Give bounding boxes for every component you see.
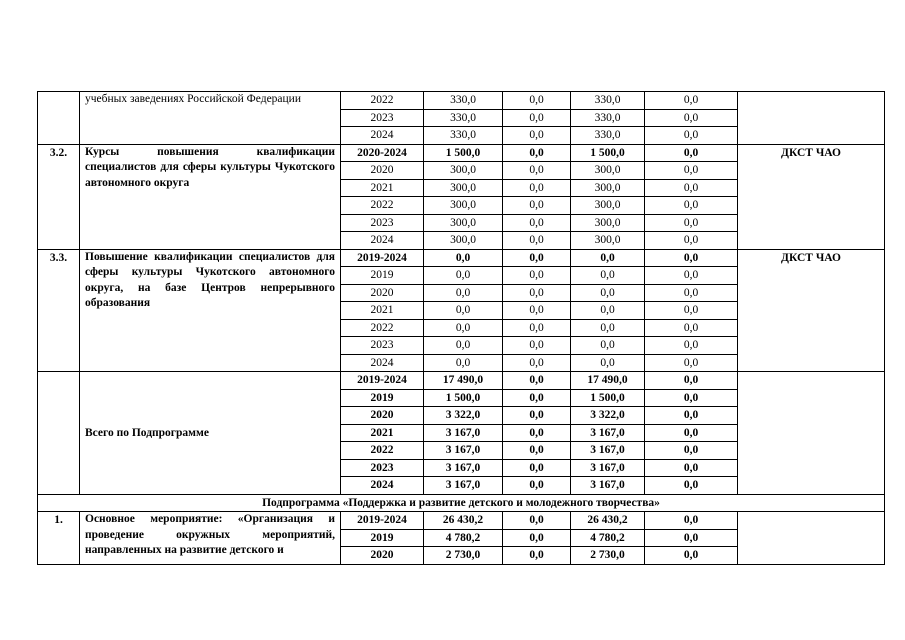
other-amount-cell: 0,0: [645, 232, 738, 250]
other-amount-cell: 0,0: [645, 407, 738, 425]
other-amount-cell: 0,0: [645, 459, 738, 477]
year-cell: 2020: [341, 284, 424, 302]
year-cell: 2023: [341, 459, 424, 477]
total-amount-cell: 2 730,0: [424, 547, 503, 565]
other-amount-cell: 0,0: [645, 214, 738, 232]
federal-amount-cell: 0,0: [503, 162, 571, 180]
total-amount-cell: 330,0: [424, 109, 503, 127]
year-cell: 2021: [341, 302, 424, 320]
other-amount-cell: 0,0: [645, 424, 738, 442]
other-amount-cell: 0,0: [645, 319, 738, 337]
total-amount-cell: 300,0: [424, 197, 503, 215]
total-amount-cell: 0,0: [424, 302, 503, 320]
other-amount-cell: 0,0: [645, 284, 738, 302]
other-amount-cell: 0,0: [645, 249, 738, 267]
year-cell: 2024: [341, 127, 424, 145]
other-amount-cell: 0,0: [645, 512, 738, 530]
year-cell: 2021: [341, 424, 424, 442]
item-number: 3.2.: [38, 144, 80, 249]
table-row: [38, 249, 885, 267]
regional-amount-cell: 330,0: [571, 127, 645, 145]
regional-amount-cell: 300,0: [571, 214, 645, 232]
executor-cell: ДКСТ ЧАО: [738, 144, 885, 249]
federal-amount-cell: 0,0: [503, 442, 571, 460]
regional-amount-cell: 300,0: [571, 232, 645, 250]
total-amount-cell: 3 167,0: [424, 459, 503, 477]
total-amount-cell: 0,0: [424, 319, 503, 337]
regional-amount-cell: 3 167,0: [571, 459, 645, 477]
regional-amount-cell: 2 730,0: [571, 547, 645, 565]
subprogram-title: Подпрограмма «Поддержка и развитие детского и молодежного творчества»: [38, 494, 885, 512]
federal-amount-cell: 0,0: [503, 354, 571, 372]
federal-amount-cell: 0,0: [503, 319, 571, 337]
regional-amount-cell: 3 167,0: [571, 442, 645, 460]
regional-amount-cell: 26 430,2: [571, 512, 645, 530]
federal-amount-cell: 0,0: [503, 249, 571, 267]
other-amount-cell: 0,0: [645, 179, 738, 197]
regional-amount-cell: 300,0: [571, 197, 645, 215]
regional-amount-cell: 3 167,0: [571, 477, 645, 495]
year-cell: 2020: [341, 547, 424, 565]
regional-amount-cell: 0,0: [571, 249, 645, 267]
total-amount-cell: 3 322,0: [424, 407, 503, 425]
regional-amount-cell: 1 500,0: [571, 144, 645, 162]
total-amount-cell: 300,0: [424, 232, 503, 250]
year-cell: 2022: [341, 197, 424, 215]
other-amount-cell: 0,0: [645, 144, 738, 162]
year-cell: 2019-2024: [341, 512, 424, 530]
federal-amount-cell: 0,0: [503, 477, 571, 495]
federal-amount-cell: 0,0: [503, 459, 571, 477]
total-amount-cell: 1 500,0: [424, 389, 503, 407]
executor-cell: [738, 92, 885, 145]
year-cell: 2019: [341, 267, 424, 285]
regional-amount-cell: 330,0: [571, 109, 645, 127]
total-amount-cell: 0,0: [424, 284, 503, 302]
regional-amount-cell: 300,0: [571, 162, 645, 180]
year-cell: 2020-2024: [341, 144, 424, 162]
other-amount-cell: 0,0: [645, 337, 738, 355]
federal-amount-cell: 0,0: [503, 127, 571, 145]
federal-amount-cell: 0,0: [503, 197, 571, 215]
measure-name: учебных заведениях Российской Федерации: [80, 92, 341, 145]
regional-amount-cell: 3 167,0: [571, 424, 645, 442]
other-amount-cell: 0,0: [645, 442, 738, 460]
regional-amount-cell: 330,0: [571, 92, 645, 110]
federal-amount-cell: 0,0: [503, 389, 571, 407]
subprogram-header-row: [38, 494, 885, 512]
federal-amount-cell: 0,0: [503, 144, 571, 162]
table-row: [38, 92, 885, 110]
other-amount-cell: 0,0: [645, 547, 738, 565]
federal-amount-cell: 0,0: [503, 372, 571, 390]
regional-amount-cell: 0,0: [571, 302, 645, 320]
year-cell: 2020: [341, 162, 424, 180]
other-amount-cell: 0,0: [645, 109, 738, 127]
table-row: [38, 372, 885, 390]
total-amount-cell: 0,0: [424, 354, 503, 372]
year-cell: 2019-2024: [341, 249, 424, 267]
regional-amount-cell: 0,0: [571, 284, 645, 302]
total-amount-cell: 17 490,0: [424, 372, 503, 390]
total-amount-cell: 0,0: [424, 249, 503, 267]
year-cell: 2022: [341, 92, 424, 110]
total-amount-cell: 300,0: [424, 162, 503, 180]
federal-amount-cell: 0,0: [503, 109, 571, 127]
measure-name: Основное мероприятие: «Организация и проведение окружных мероприятий, направленных на развитие детского и: [80, 512, 341, 565]
item-number: [38, 372, 80, 495]
item-number: 3.3.: [38, 249, 80, 372]
year-cell: 2019: [341, 389, 424, 407]
other-amount-cell: 0,0: [645, 389, 738, 407]
item-number: 1.: [38, 512, 80, 565]
regional-amount-cell: 0,0: [571, 337, 645, 355]
total-amount-cell: 300,0: [424, 179, 503, 197]
regional-amount-cell: 3 322,0: [571, 407, 645, 425]
year-cell: 2019: [341, 529, 424, 547]
budget-table: [37, 91, 885, 565]
regional-amount-cell: 0,0: [571, 354, 645, 372]
federal-amount-cell: 0,0: [503, 529, 571, 547]
regional-amount-cell: 0,0: [571, 267, 645, 285]
total-amount-cell: 26 430,2: [424, 512, 503, 530]
year-cell: 2023: [341, 214, 424, 232]
executor-cell: ДКСТ ЧАО: [738, 249, 885, 372]
other-amount-cell: 0,0: [645, 162, 738, 180]
federal-amount-cell: 0,0: [503, 214, 571, 232]
item-number: [38, 92, 80, 145]
total-amount-cell: 330,0: [424, 127, 503, 145]
federal-amount-cell: 0,0: [503, 302, 571, 320]
executor-cell: [738, 372, 885, 495]
federal-amount-cell: 0,0: [503, 179, 571, 197]
table-row: [38, 144, 885, 162]
year-cell: 2024: [341, 232, 424, 250]
federal-amount-cell: 0,0: [503, 337, 571, 355]
total-amount-cell: 3 167,0: [424, 442, 503, 460]
federal-amount-cell: 0,0: [503, 284, 571, 302]
regional-amount-cell: 4 780,2: [571, 529, 645, 547]
other-amount-cell: 0,0: [645, 372, 738, 390]
year-cell: 2022: [341, 319, 424, 337]
regional-amount-cell: 17 490,0: [571, 372, 645, 390]
federal-amount-cell: 0,0: [503, 267, 571, 285]
total-amount-cell: 1 500,0: [424, 144, 503, 162]
regional-amount-cell: 300,0: [571, 179, 645, 197]
total-label: Всего по Подпрограмме: [80, 372, 341, 495]
total-amount-cell: 3 167,0: [424, 424, 503, 442]
year-cell: 2020: [341, 407, 424, 425]
year-cell: 2024: [341, 477, 424, 495]
other-amount-cell: 0,0: [645, 267, 738, 285]
federal-amount-cell: 0,0: [503, 232, 571, 250]
federal-amount-cell: 0,0: [503, 424, 571, 442]
other-amount-cell: 0,0: [645, 302, 738, 320]
total-amount-cell: 330,0: [424, 92, 503, 110]
year-cell: 2023: [341, 109, 424, 127]
measure-name: Повышение квалификации специалистов для сферы культуры Чукотского автономного округа, на базе Центров непрерывного образования: [80, 249, 341, 372]
total-amount-cell: 0,0: [424, 267, 503, 285]
year-cell: 2022: [341, 442, 424, 460]
year-cell: 2024: [341, 354, 424, 372]
year-cell: 2023: [341, 337, 424, 355]
federal-amount-cell: 0,0: [503, 407, 571, 425]
table-row: [38, 512, 885, 530]
federal-amount-cell: 0,0: [503, 547, 571, 565]
other-amount-cell: 0,0: [645, 197, 738, 215]
other-amount-cell: 0,0: [645, 92, 738, 110]
total-amount-cell: 4 780,2: [424, 529, 503, 547]
regional-amount-cell: 1 500,0: [571, 389, 645, 407]
regional-amount-cell: 0,0: [571, 319, 645, 337]
other-amount-cell: 0,0: [645, 354, 738, 372]
other-amount-cell: 0,0: [645, 529, 738, 547]
federal-amount-cell: 0,0: [503, 92, 571, 110]
year-cell: 2021: [341, 179, 424, 197]
measure-name: Курсы повышения квалификации специалистов для сферы культуры Чукотского автономного округа: [80, 144, 341, 249]
other-amount-cell: 0,0: [645, 477, 738, 495]
federal-amount-cell: 0,0: [503, 512, 571, 530]
executor-cell: [738, 512, 885, 565]
other-amount-cell: 0,0: [645, 127, 738, 145]
year-cell: 2019-2024: [341, 372, 424, 390]
total-amount-cell: 3 167,0: [424, 477, 503, 495]
total-amount-cell: 300,0: [424, 214, 503, 232]
total-amount-cell: 0,0: [424, 337, 503, 355]
